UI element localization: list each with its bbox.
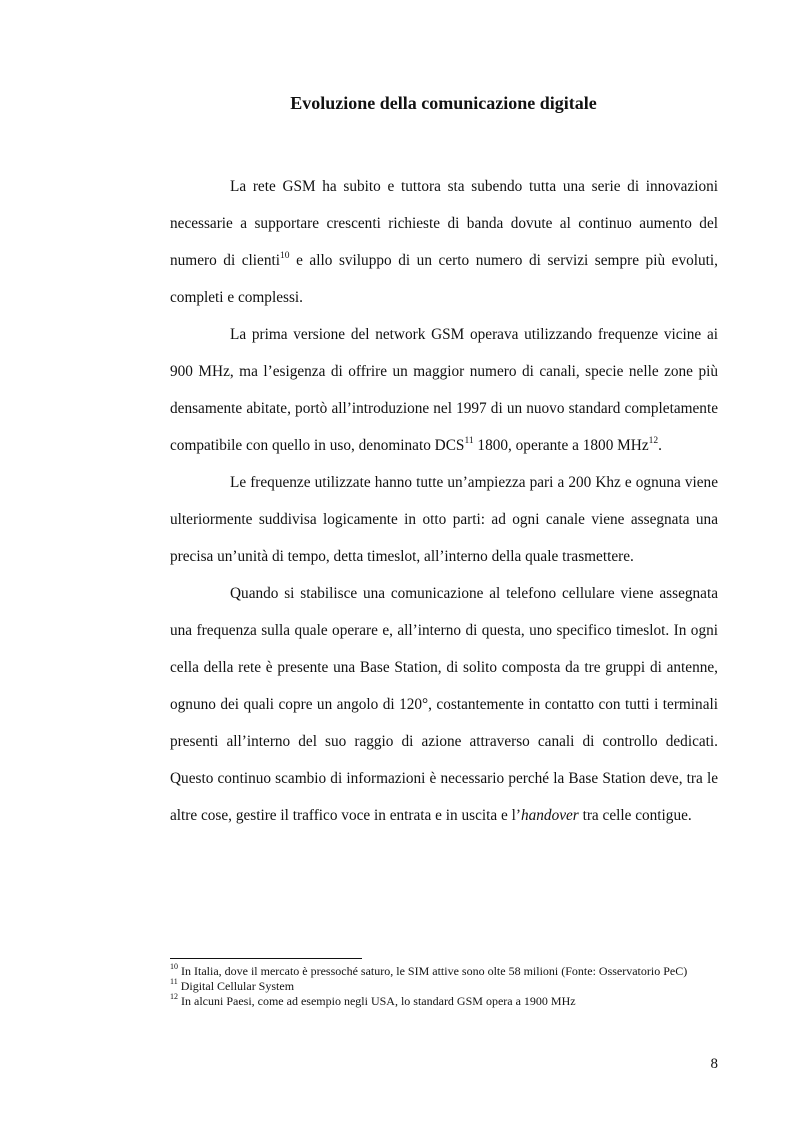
paragraph-2-text-b: 1800, operante a 1800 MHz bbox=[473, 437, 649, 454]
paragraph-4-text-b: tra celle contigue. bbox=[578, 807, 692, 824]
footnote-11 bbox=[170, 979, 720, 994]
footnote-number: 12 bbox=[170, 992, 178, 1001]
footnote-10 bbox=[170, 964, 720, 979]
paragraph-4-emphasis: handover bbox=[520, 807, 579, 824]
paragraph-4 bbox=[170, 575, 718, 834]
paragraph-1-text-a: La rete GSM ha subito e tuttora sta subendo tutta una serie di innovazioni necessarie a supportare crescenti richieste di banda dovute al continuo aumento del numero di clienti bbox=[170, 178, 718, 269]
footnote-ref-10: 10 bbox=[280, 250, 290, 261]
paragraph-4-text-a: Quando si stabilisce una comunicazione al telefono cellulare viene assegnata una frequenza sulla quale operare e, all’interno di questa, uno specifico timeslot. In ogni cella della rete è presente una Base Station, di solito composta da tre gruppi di antenne, ognuno dei quali copre un angolo di 120°, costantemente in contatto con tutti i terminali presenti all’interno del suo raggio di azione attraverso canali di controllo dedicati. Questo continuo scambio di informazioni è necessario perché la Base Station deve, tra le altre cose, gestire il traffico voce in entrata e in uscita e l’ bbox=[170, 585, 718, 824]
paragraph-3: Le frequenze utilizzate hanno tutte un’ampiezza pari a 200 Khz e ognuna viene ulteriormente suddivisa logicamente in otto parti: ad ogni canale viene assegnata una precisa un’unità di tempo, detta timeslot, all’interno della quale trasmettere. bbox=[170, 474, 718, 565]
paragraph-2 bbox=[170, 316, 718, 464]
page-title: Evoluzione della comunicazione digitale bbox=[290, 93, 597, 113]
footnote-text: Digital Cellular System bbox=[177, 979, 295, 993]
footnote-ref-12: 12 bbox=[648, 435, 659, 446]
footnote-number: 11 bbox=[170, 977, 178, 986]
paragraph-2-text-a: La prima versione del network GSM operava utilizzando frequenze vicine ai 900 MHz, ma l’esigenza di offrire un maggior numero di canali, specie nelle zone più densamente abitate, portò all’introduzione nel 1997 di un nuovo standard completamente compatibile con quello in uso, denominato DCS bbox=[170, 326, 718, 454]
paragraph-1-text-b: e allo sviluppo di un certo numero di servizi sempre più evoluti, completi e complessi. bbox=[170, 252, 718, 306]
body-text bbox=[170, 168, 718, 834]
paragraph-1 bbox=[170, 168, 718, 316]
footnote-separator bbox=[170, 958, 362, 959]
footnote-number: 10 bbox=[170, 962, 178, 971]
paragraph-2-text-c: . bbox=[658, 437, 662, 454]
footnote-text: In Italia, dove il mercato è pressoché saturo, le SIM attive sono olte 58 milioni (Fonte: Osservatorio PeC) bbox=[178, 964, 688, 978]
footnotes bbox=[170, 964, 720, 1009]
footnote-ref-11: 11 bbox=[464, 435, 474, 446]
footnote-text: In alcuni Paesi, come ad esempio negli USA, lo standard GSM opera a 1900 MHz bbox=[178, 994, 576, 1008]
footnote-12 bbox=[170, 994, 720, 1009]
page-number: 8 bbox=[710, 1056, 718, 1072]
